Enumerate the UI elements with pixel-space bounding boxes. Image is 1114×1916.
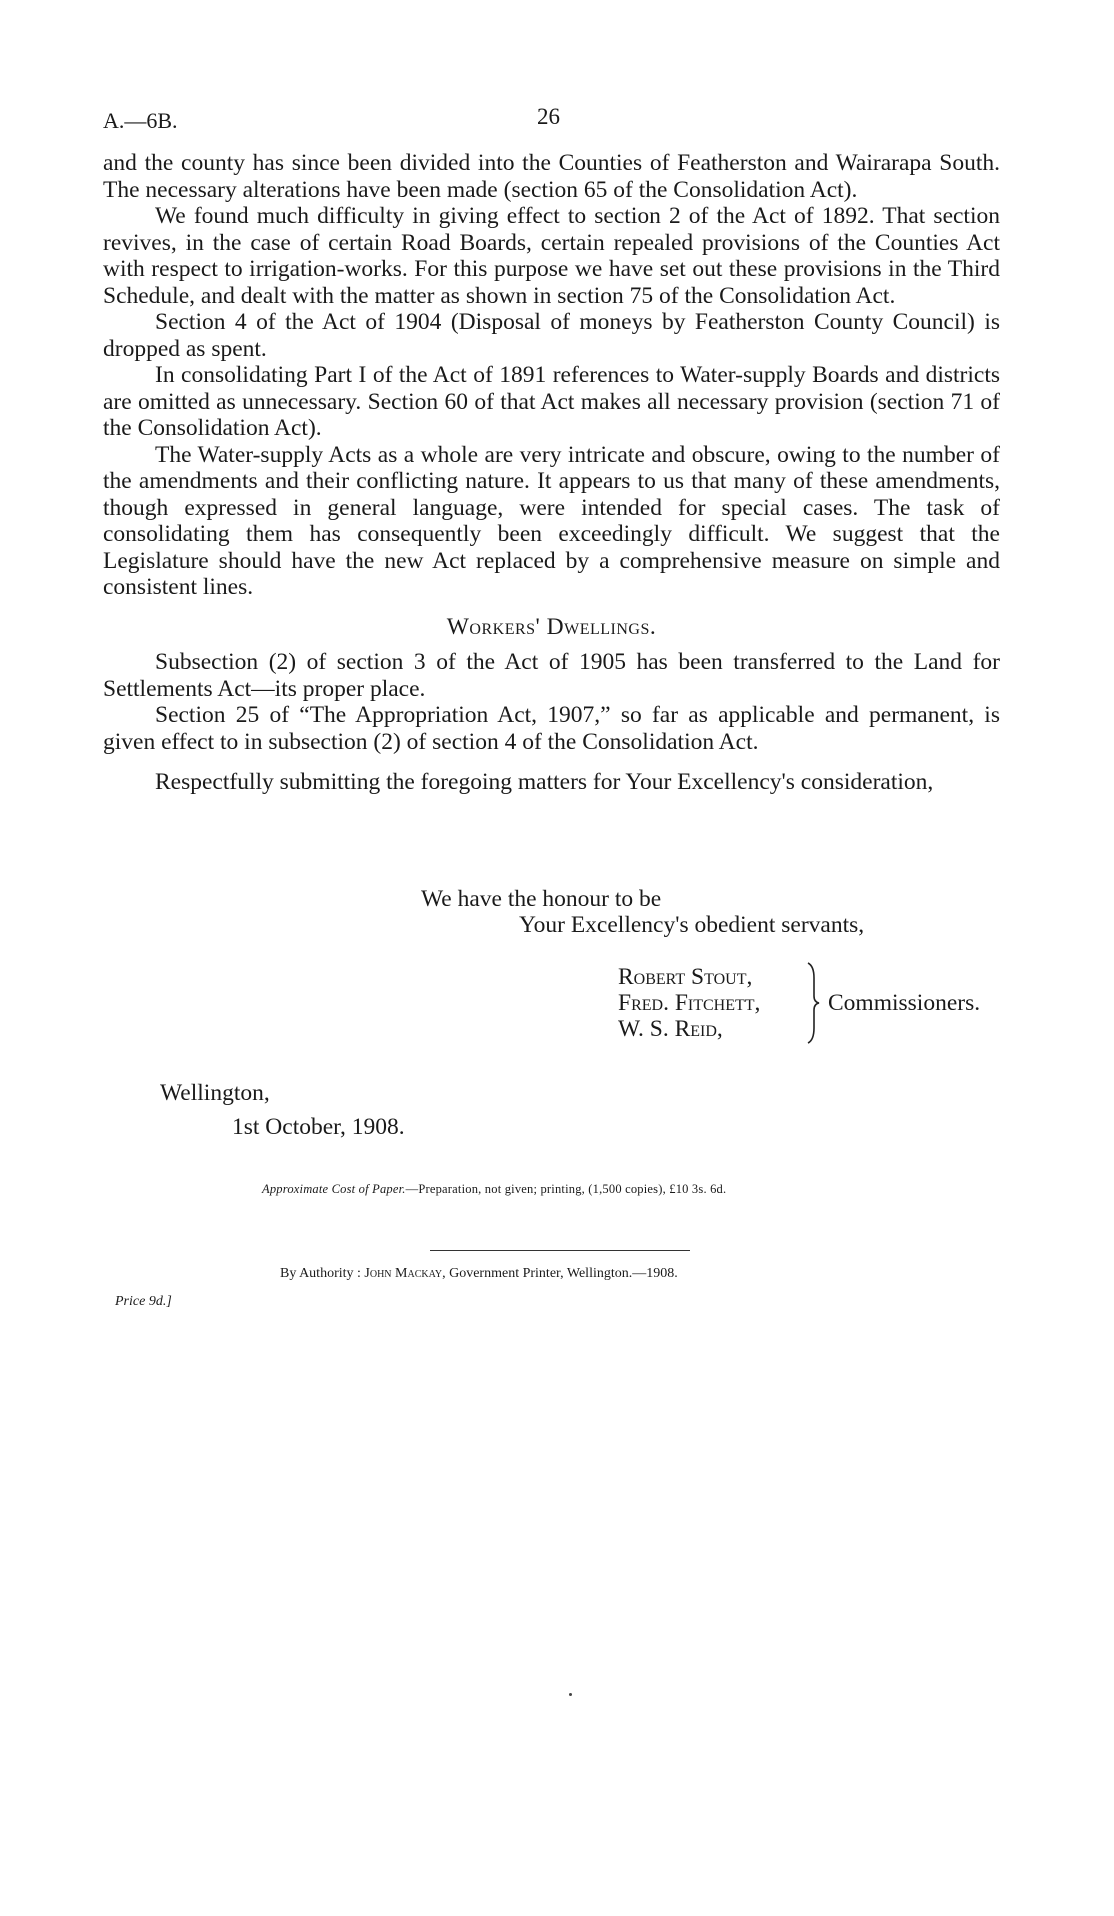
divider bbox=[430, 1250, 690, 1251]
brace-icon bbox=[806, 962, 820, 1044]
date: 1st October, 1908. bbox=[232, 1114, 405, 1140]
page-header bbox=[103, 104, 1003, 138]
paragraph: and the county has since been divided into the Counties of Featherston and Wairarapa South. The necessary alterations have been made (section 65 of the Consolidation Act). bbox=[103, 150, 1000, 203]
signatory: Fred. Fitchett, bbox=[618, 990, 761, 1016]
signatory: W. S. Reid, bbox=[618, 1016, 723, 1042]
body-text bbox=[103, 150, 1000, 796]
paragraph: In consolidating Part I of the Act of 1891 references to Water-supply Boards and districts are omitted as unnecessary. Section 60 of that Act makes all necessary provision (section 71 of the Consolidation Act). bbox=[103, 362, 1000, 441]
section-heading: Workers' Dwellings. bbox=[446, 613, 657, 640]
closing-line-2: Your Excellency's obedient servants, bbox=[519, 912, 865, 938]
imprint-rest: Government Printer, Wellington.—1908. bbox=[449, 1266, 678, 1281]
imprint bbox=[280, 1266, 678, 1282]
signatory-role: Commissioners. bbox=[828, 990, 981, 1016]
speck-mark bbox=[569, 1693, 572, 1696]
signatory: Robert Stout, bbox=[618, 964, 753, 990]
cost-note bbox=[262, 1182, 726, 1197]
paragraph: We found much difficulty in giving effect to section 2 of the Act of 1892. That section revives, in the case of certain Road Boards, certain repealed provisions of the Counties Act with respect to irrigation-works. For this purpose we have set out these provisions in the Third Schedule, and dealt with the matter as shown in section 75 of the Consolidation Act. bbox=[103, 203, 1000, 309]
paragraph: Section 25 of “The Appropriation Act, 1907,” so far as applicable and permanent, is given effect to in subsection (2) of section 4 of the Consolidation Act. bbox=[103, 702, 1000, 755]
paragraph: Subsection (2) of section 3 of the Act of 1905 has been transferred to the Land for Settlements Act—its proper place. bbox=[103, 649, 1000, 702]
closing-paragraph: Respectfully submitting the foregoing matters for Your Excellency's consideration, bbox=[155, 769, 934, 795]
imprint-prefix: By Authority : bbox=[280, 1266, 361, 1281]
cost-note-label: Approximate Cost of Paper. bbox=[262, 1182, 406, 1196]
document-reference: A.—6B. bbox=[103, 108, 178, 133]
signatory-list bbox=[618, 964, 760, 1042]
closing-line-1: We have the honour to be bbox=[421, 886, 662, 912]
paragraph: Section 4 of the Act of 1904 (Disposal of moneys by Featherston County Council) is dropped as spent. bbox=[103, 309, 1000, 362]
page-number: 26 bbox=[537, 104, 560, 129]
price: Price 9d.] bbox=[115, 1294, 172, 1309]
place: Wellington, bbox=[160, 1080, 270, 1106]
imprint-printer: John Mackay, bbox=[364, 1266, 446, 1281]
cost-note-text: —Preparation, not given; printing, (1,500 copies), £10 3s. 6d. bbox=[405, 1182, 727, 1196]
paragraph: The Water-supply Acts as a whole are very intricate and obscure, owing to the number of the amendments and their conflicting nature. It appears to us that many of these amendments, though expressed in general language, were intended for special cases. The task of consolidating them has consequently been exceedingly difficult. We suggest that the Legislature should have the new Act replaced by a comprehensive measure on simple and consistent lines. bbox=[103, 441, 1000, 600]
